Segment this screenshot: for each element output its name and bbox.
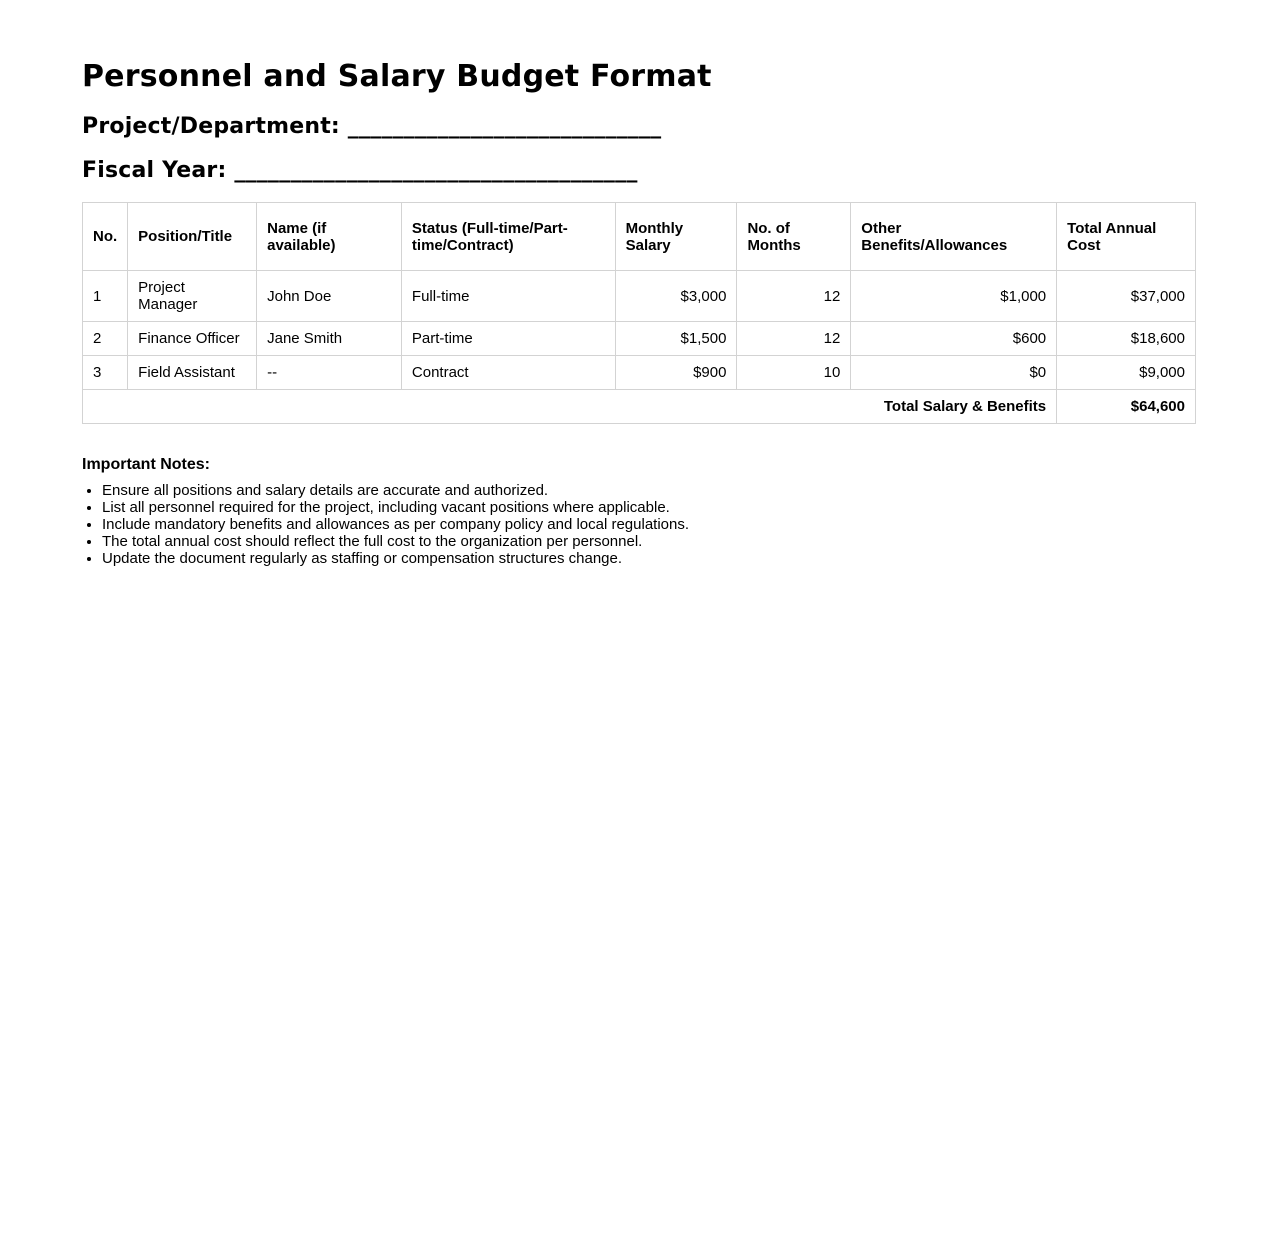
table-row (83, 271, 1196, 322)
cell-monthly-salary: $3,000 (615, 271, 737, 322)
cell-other-benefits: $0 (851, 356, 1057, 390)
list-item: • Ensure all positions and salary details are accurate and authorized. (102, 482, 1196, 499)
cell-total-annual-cost: $9,000 (1057, 356, 1196, 390)
cell-monthly-salary: $900 (615, 356, 737, 390)
total-label: Total Salary & Benefits (83, 390, 1057, 424)
cell-status: Part-time (401, 322, 615, 356)
list-item: • The total annual cost should reflect the full cost to the organization per personnel. (102, 533, 1196, 550)
important-notes (82, 456, 1196, 567)
header-total-annual-cost: Total Annual Cost (1057, 203, 1196, 271)
cell-name: Jane Smith (257, 322, 402, 356)
cell-status: Contract (401, 356, 615, 390)
cell-months: 12 (737, 271, 851, 322)
cell-status: Full-time (401, 271, 615, 322)
header-monthly-salary: Monthly Salary (615, 203, 737, 271)
header-status: Status (Full-time/Part-time/Contract) (401, 203, 615, 271)
notes-heading: Important Notes: (82, 456, 210, 473)
document-page (0, 0, 1278, 567)
cell-position: Field Assistant (128, 356, 257, 390)
cell-other-benefits: $600 (851, 322, 1057, 356)
list-item: • Include mandatory benefits and allowances as per company policy and local regulations. (102, 516, 1196, 533)
fiscal-year-line: Fiscal Year: ____________________________________ (82, 158, 638, 183)
cell-name: John Doe (257, 271, 402, 322)
cell-months: 12 (737, 322, 851, 356)
cell-no: 2 (83, 322, 128, 356)
cell-name: -- (257, 356, 402, 390)
cell-no: 3 (83, 356, 128, 390)
cell-total-annual-cost: $18,600 (1057, 322, 1196, 356)
project-department-line: Project/Department: ____________________________ (82, 114, 662, 139)
salary-budget-table (82, 202, 1196, 424)
table-row (83, 356, 1196, 390)
list-item: • List all personnel required for the project, including vacant positions where applicable. (102, 499, 1196, 516)
header-position: Position/Title (128, 203, 257, 271)
notes-list (82, 482, 1196, 567)
cell-total-annual-cost: $37,000 (1057, 271, 1196, 322)
cell-monthly-salary: $1,500 (615, 322, 737, 356)
header-other-benefits: Other Benefits/Allowances (851, 203, 1057, 271)
cell-no: 1 (83, 271, 128, 322)
total-row (83, 390, 1196, 424)
header-name: Name (if available) (257, 203, 402, 271)
document-title: Personnel and Salary Budget Format (82, 59, 712, 94)
table-header-row (83, 203, 1196, 271)
total-value: $64,600 (1057, 390, 1196, 424)
table-row (83, 322, 1196, 356)
cell-months: 10 (737, 356, 851, 390)
header-months: No. of Months (737, 203, 851, 271)
cell-other-benefits: $1,000 (851, 271, 1057, 322)
cell-position: Finance Officer (128, 322, 257, 356)
list-item: • Update the document regularly as staffing or compensation structures change. (102, 550, 1196, 567)
header-no: No. (83, 203, 128, 271)
cell-position: Project Manager (128, 271, 257, 322)
